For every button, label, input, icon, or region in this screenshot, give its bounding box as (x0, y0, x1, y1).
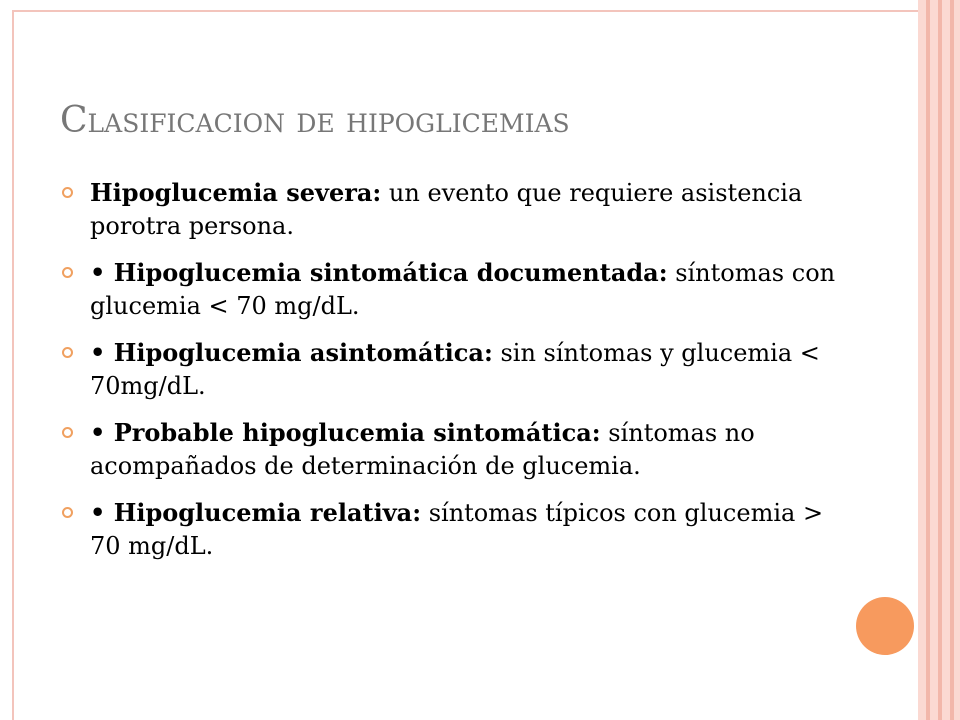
decorative-stripe (954, 0, 960, 720)
slide-title: Clasificacion de hipoglicemias (60, 100, 570, 141)
bullet-circle-icon (62, 267, 73, 278)
bullet-circle-icon (62, 507, 73, 518)
bullet-circle-icon (62, 427, 73, 438)
decorative-stripe (930, 0, 938, 720)
bullet-text: un evento que requiere asistencia porotra persona. (90, 179, 803, 240)
decorative-orange-circle (856, 597, 914, 655)
bullet-text: síntomas con glucemia < 70 mg/dL. (90, 259, 836, 320)
bullet-text: síntomas no acompañados de determinación de glucemia. (90, 419, 755, 480)
bullet-term: • Hipoglucemia sintomática documentada: (90, 258, 668, 287)
bullet-term: Hipoglucemia severa: (90, 178, 382, 207)
bullet-item (62, 176, 842, 243)
bullet-text: sin síntomas y glucemia < 70mg/dL. (90, 339, 820, 400)
bullet-item (62, 256, 842, 323)
bullet-item (62, 496, 842, 563)
bullet-text: síntomas típicos con glucemia > 70 mg/dL. (90, 499, 824, 560)
bullet-list (62, 176, 842, 576)
decorative-stripe (942, 0, 950, 720)
bullet-item (62, 336, 842, 403)
bullet-circle-icon (62, 187, 73, 198)
bullet-term: • Hipoglucemia asintomática: (90, 338, 493, 367)
decorative-stripe (918, 0, 926, 720)
bullet-term: • Probable hipoglucemia sintomática: (90, 418, 601, 447)
bullet-item (62, 416, 842, 483)
bullet-term: • Hipoglucemia relativa: (90, 498, 422, 527)
bullet-circle-icon (62, 347, 73, 358)
